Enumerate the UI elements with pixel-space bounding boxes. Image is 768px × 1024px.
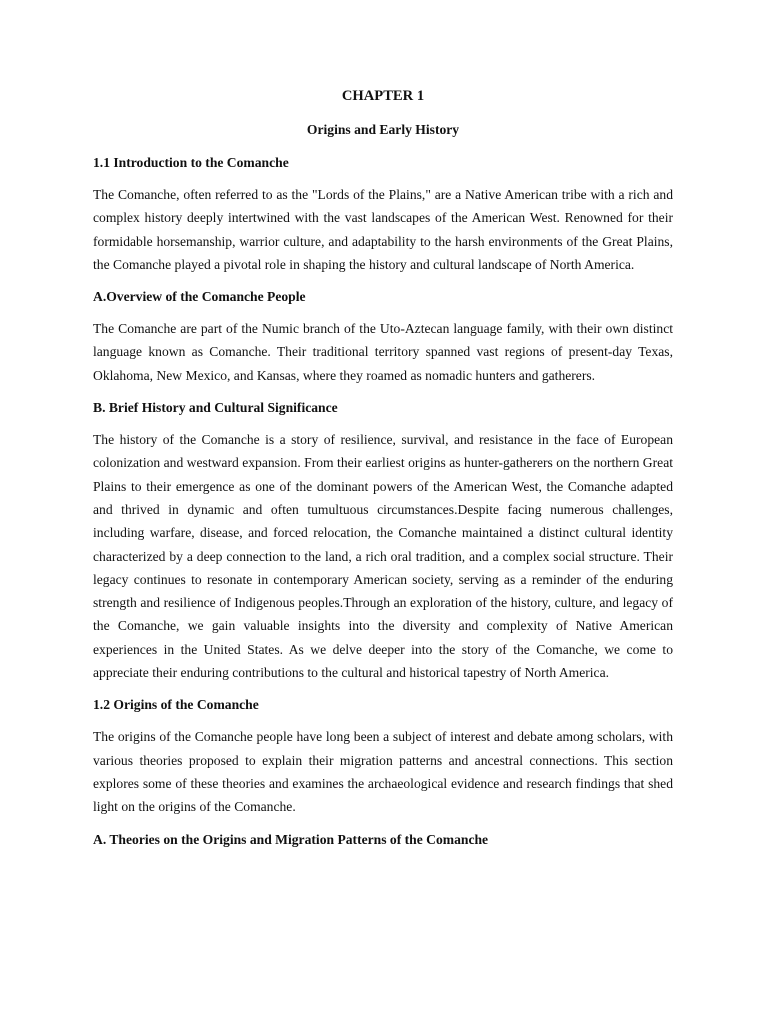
section-heading-overview: A.Overview of the Comanche People: [93, 289, 306, 305]
section-paragraph-origins: The origins of the Comanche people have long been a subject of interest and debate among scholars, with various theories proposed to explain their migration patterns and ancestral connections. This section explores some of these theories and examines the archaeological evidence and research findings that shed light on the origins of the Comanche.: [93, 729, 673, 815]
section-heading-origins: 1.2 Origins of the Comanche: [93, 697, 259, 713]
document-page: [93, 84, 673, 852]
section-heading-history: B. Brief History and Cultural Significance: [93, 400, 338, 416]
section-paragraph-intro: The Comanche, often referred to as the "Lords of the Plains," are a Native American tribe with a rich and complex history deeply intertwined with the vast landscapes of the American West. Renowned for their formidable horsemanship, warrior culture, and adaptability to the harsh environments of the Great Plains, the Comanche played a pivotal role in shaping the history and cultural landscape of North America.: [93, 187, 673, 272]
section-heading-theories: A. Theories on the Origins and Migration Patterns of the Comanche: [93, 831, 489, 847]
chapter-title: Origins and Early History: [306, 122, 460, 137]
section-paragraph-overview: The Comanche are part of the Numic branch of the Uto-Aztecan language family, with their own distinct language known as Comanche. Their traditional territory spanned vast regions of present-day Texas, Oklahoma, New Mexico, and Kansas, where they roamed as nomadic hunters and gatherers.: [93, 321, 673, 383]
section-paragraph-history: The history of the Comanche is a story of resilience, survival, and resistance in the face of European colonization and westward expansion. From their earliest origins as hunter-gatherers on the northern Great Plains to their emergence as one of the dominant powers of the American West, the Comanche adapted and thrived in dynamic and often tumultuous circumstances.Despite facing numerous challenges, including warfare, disease, and forced relocation, the Comanche maintained a distinct cultural identity characterized by a deep connection to the land, a rich oral tradition, and a complex social structure. Their legacy continues to resonate in contemporary American society, serving as a reminder of the enduring strength and resilience of Indigenous peoples.Through an exploration of the history, culture, and legacy of the Comanche, we gain valuable insights into the diversity and complexity of Native American experiences in the United States. As we delve deeper into the story of the Comanche, we come to appreciate their enduring contributions to the cultural and historical tapestry of North America.: [93, 432, 673, 681]
chapter-heading: CHAPTER 1: [341, 88, 425, 104]
section-heading-intro: 1.1 Introduction to the Comanche: [93, 155, 289, 170]
